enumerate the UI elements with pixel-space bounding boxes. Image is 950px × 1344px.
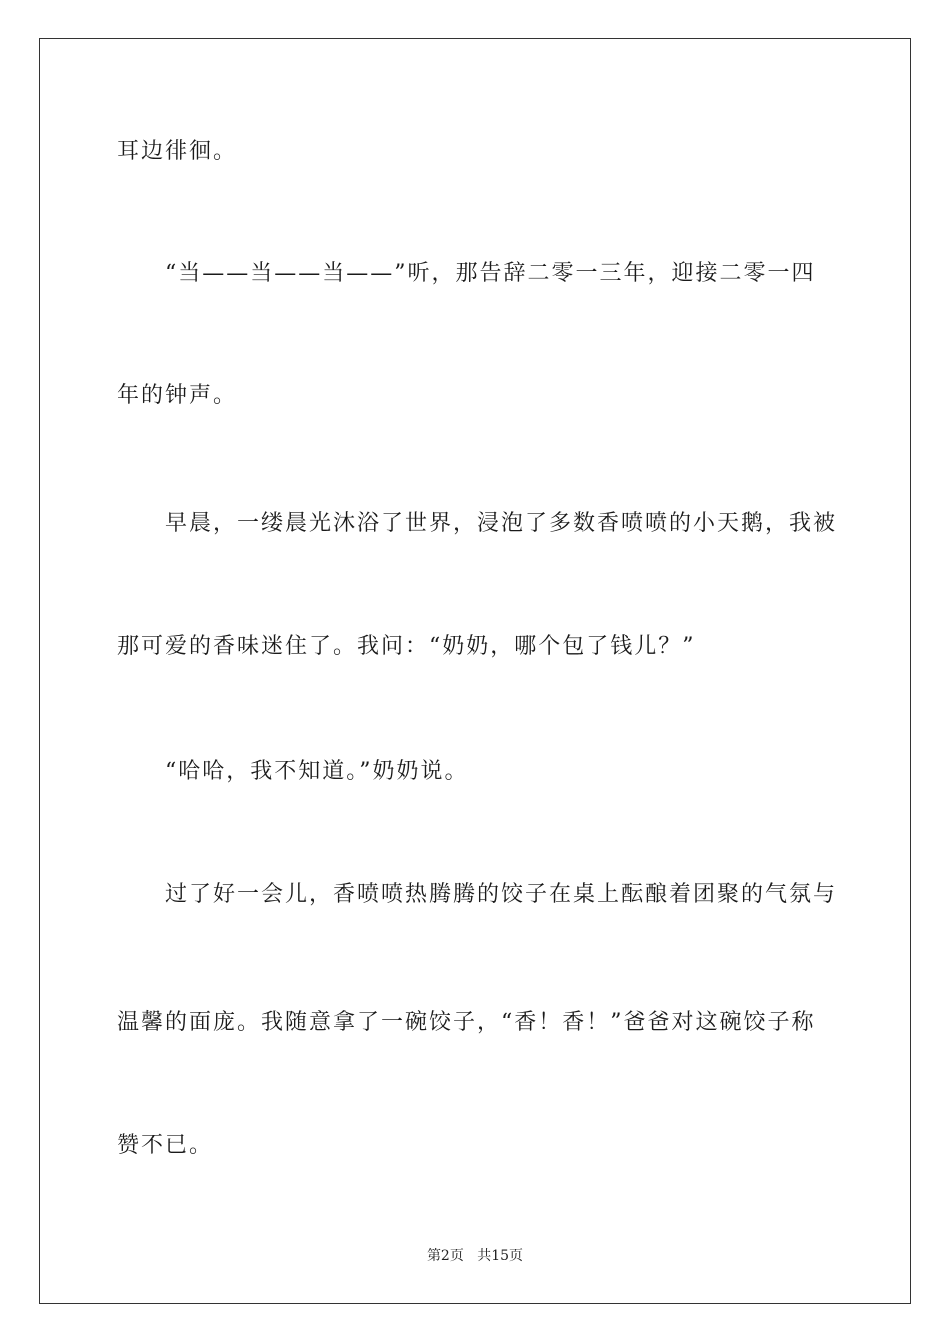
text-line-7: 过了好一会儿，香喷喷热腾腾的饺子在桌上酝酿着团聚的气氛与 bbox=[165, 882, 838, 907]
text-line-1: 耳边徘徊。 bbox=[117, 139, 238, 164]
text-line-8: 温馨的面庞。我随意拿了一碗饺子，“香！香！”爸爸对这碗饺子称 bbox=[117, 1010, 816, 1035]
total-pages: 共15页 bbox=[477, 1248, 524, 1264]
text-line-4: 早晨，一缕晨光沐浴了世界，浸泡了多数香喷喷的小天鹅，我被 bbox=[165, 511, 838, 536]
page-footer bbox=[0, 1246, 950, 1266]
text-line-9: 赞不已。 bbox=[117, 1133, 214, 1158]
text-line-5: 那可爱的香味迷住了。我问：“奶奶，哪个包了钱儿？” bbox=[117, 634, 696, 659]
page-border bbox=[39, 38, 911, 1304]
text-line-2: “当——当——当——”听，那告辞二零一三年，迎接二零一四 bbox=[165, 261, 816, 286]
text-line-3: 年的钟声。 bbox=[117, 383, 238, 408]
page-number: 第2页 bbox=[426, 1248, 464, 1264]
text-line-6: “哈哈，我不知道。”奶奶说。 bbox=[165, 759, 469, 784]
